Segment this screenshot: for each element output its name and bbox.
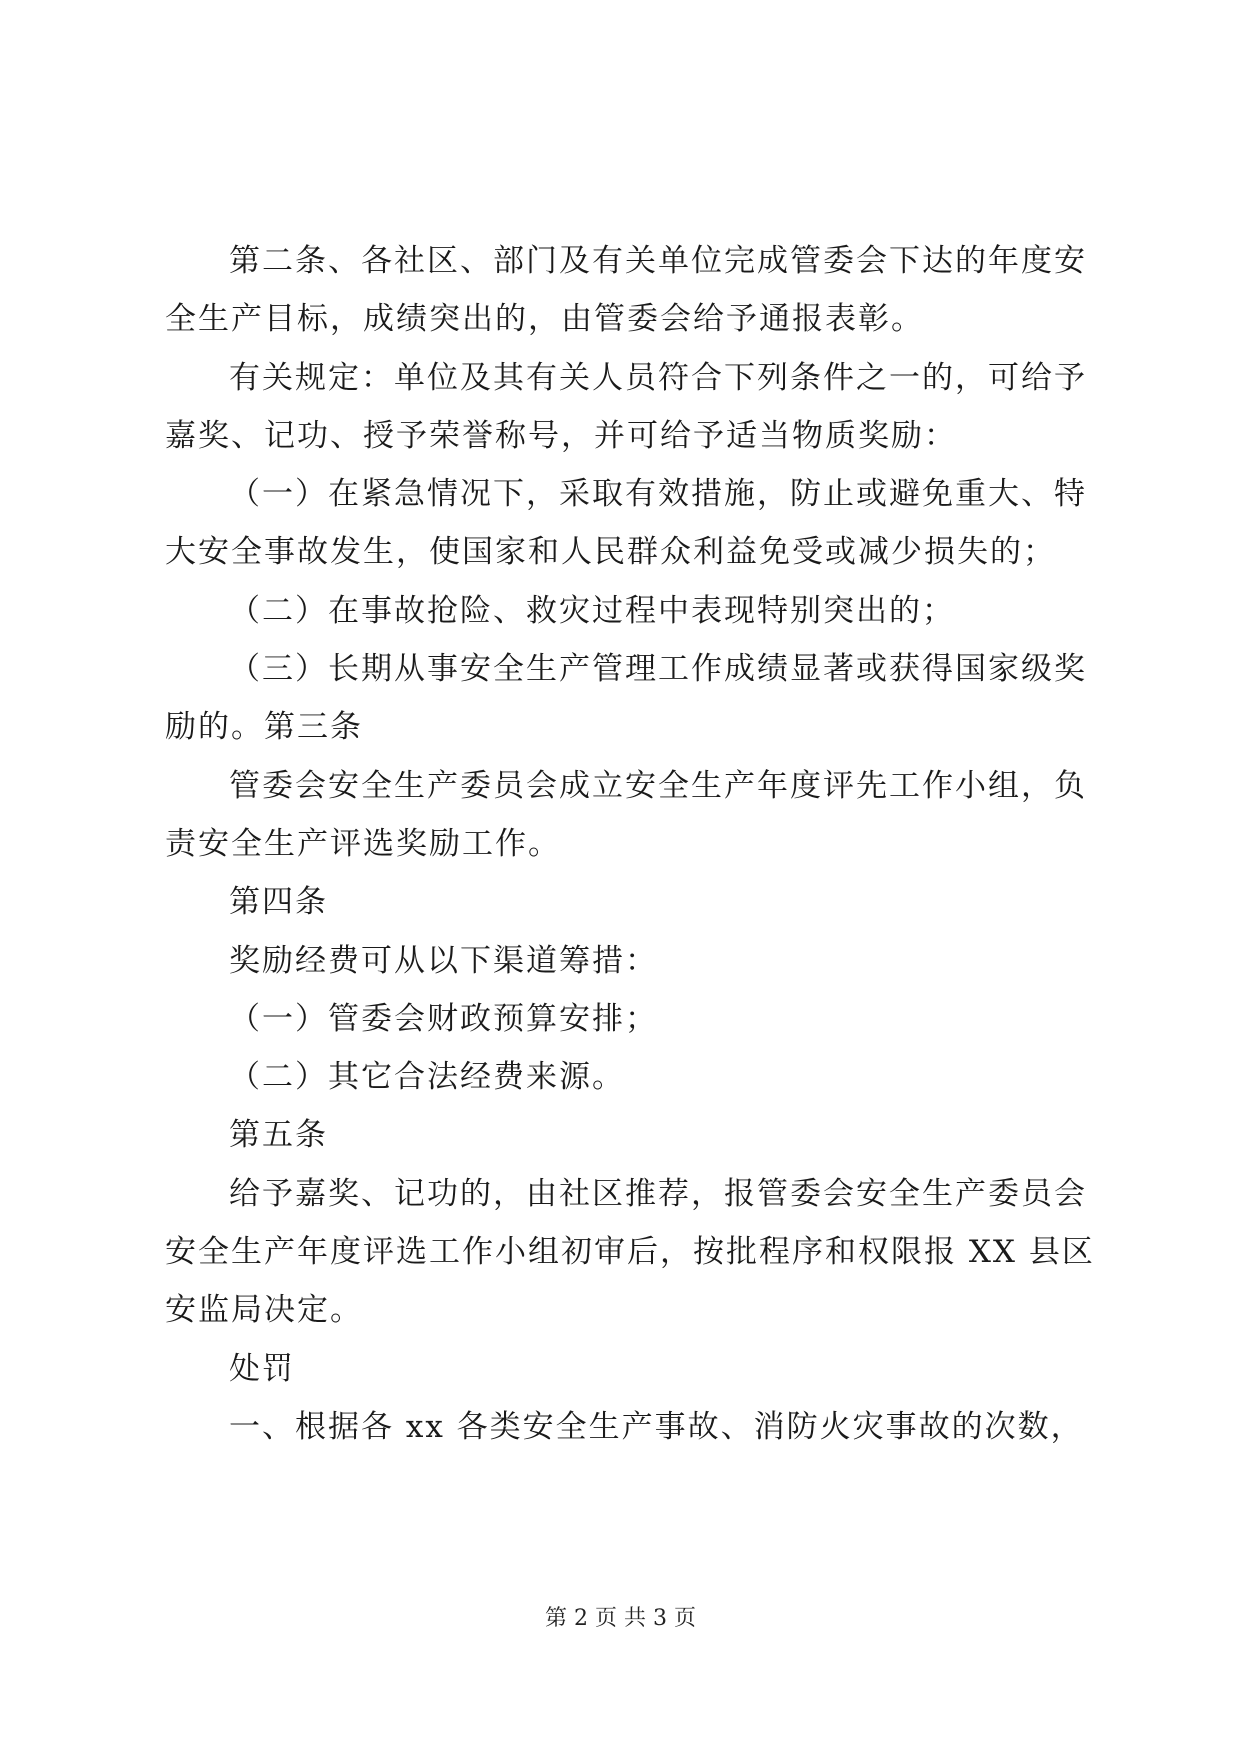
text-line: （一）管委会财政预算安排； (229, 1001, 658, 1037)
text-line: 有关规定：单位及其有关人员符合下列条件之一的，可给予 (229, 360, 1087, 396)
text-line: 奖励经费可从以下渠道筹措： (229, 943, 658, 979)
text-line: （二）其它合法经费来源。 (229, 1059, 625, 1095)
section-heading: 处罚 (229, 1351, 295, 1387)
text-line: 第二条、各社区、部门及有关单位完成管委会下达的年度安 (229, 243, 1087, 279)
text-line: 给予嘉奖、记功的，由社区推荐，报管委会安全生产委员会 (229, 1176, 1087, 1212)
page-number-footer: 第 2 页 共 3 页 (545, 1606, 696, 1631)
text-line: 励的。第三条 (165, 709, 363, 745)
text-line: 安全生产年度评选工作小组初审后，按批程序和权限报 XX 县区 (165, 1234, 1095, 1270)
section-heading: 第四条 (229, 884, 328, 920)
text-line: 大安全事故发生，使国家和人民群众利益免受或减少损失的； (165, 534, 1056, 570)
text-line: （二）在事故抢险、救灾过程中表现特别突出的； (229, 593, 955, 629)
text-line: 全生产目标，成绩突出的，由管委会给予通报表彰。 (165, 301, 924, 337)
section-heading: 第五条 (229, 1117, 328, 1153)
text-line: （三）长期从事安全生产管理工作成绩显著或获得国家级奖 (229, 651, 1087, 687)
text-line: 一、根据各 xx 各类安全生产事故、消防火灾事故的次数， (229, 1409, 1084, 1445)
text-line: 嘉奖、记功、授予荣誉称号，并可给予适当物质奖励： (165, 418, 957, 454)
text-line: 安监局决定。 (165, 1292, 363, 1328)
text-line: 管委会安全生产委员会成立安全生产年度评先工作小组，负 (229, 768, 1087, 804)
text-line: （一）在紧急情况下，采取有效措施，防止或避免重大、特 (229, 476, 1087, 512)
text-line: 责安全生产评选奖励工作。 (165, 826, 561, 862)
